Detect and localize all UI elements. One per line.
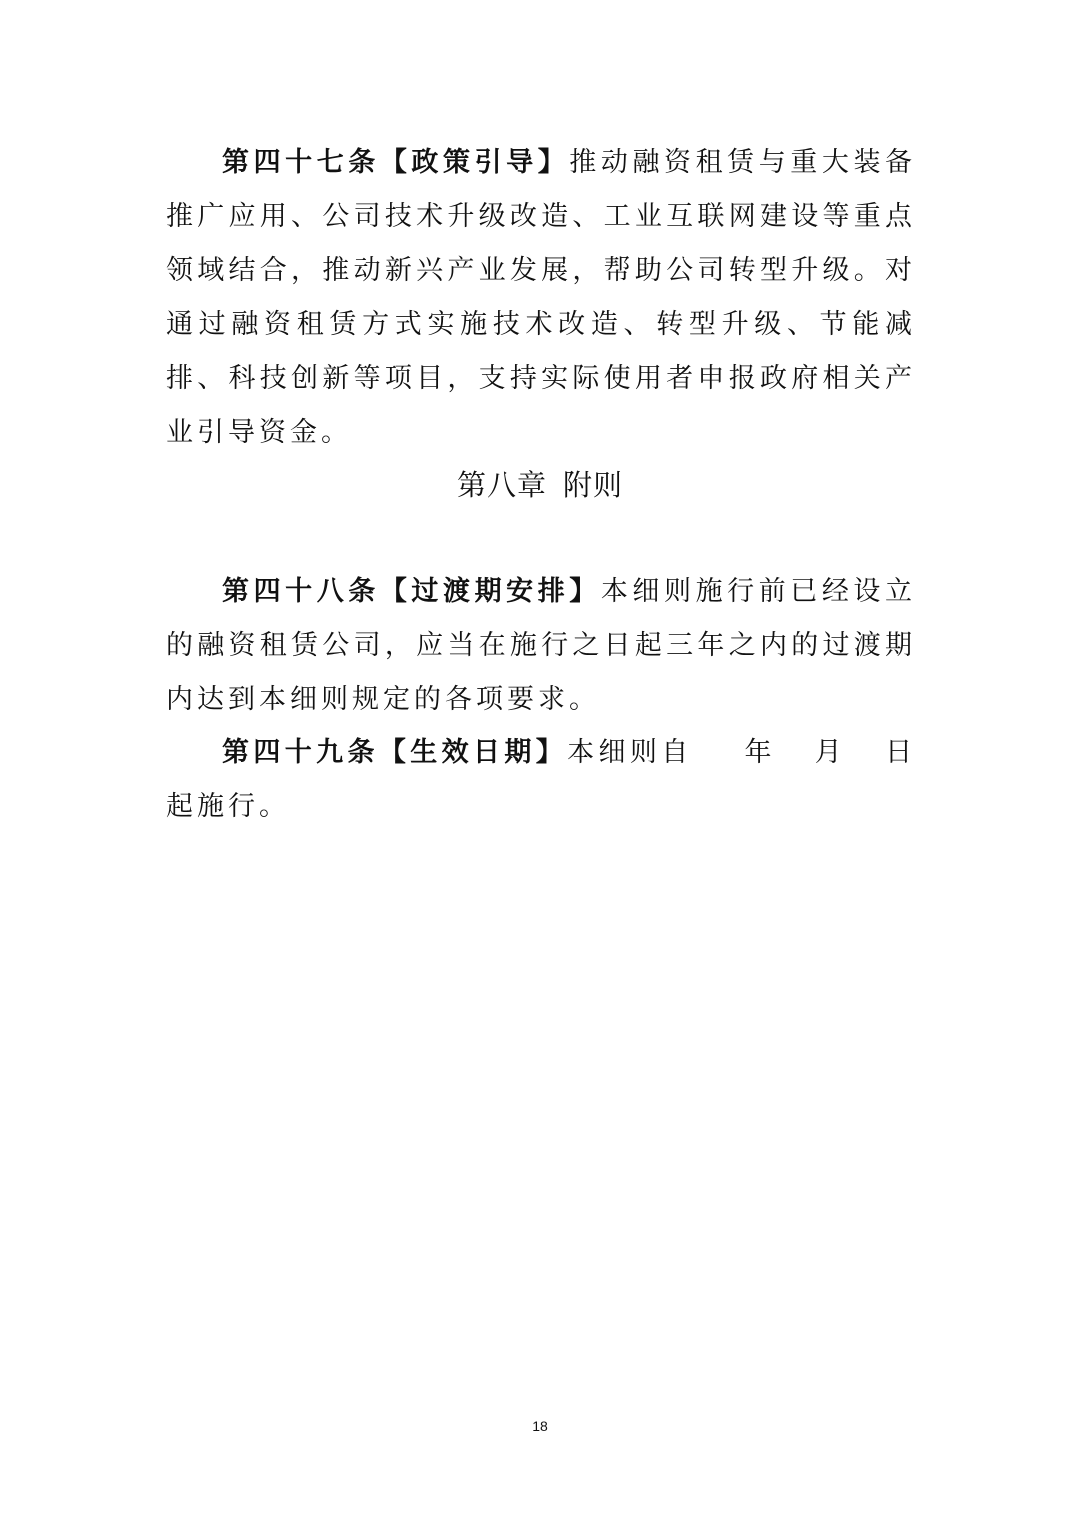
chapter-title	[0, 460, 1080, 510]
article-49-day: 日起施行。	[166, 737, 917, 822]
article-49	[166, 726, 916, 834]
article-48-heading: 第四十八条【过渡期安排】	[222, 576, 601, 607]
article-49-year: 年	[744, 737, 776, 768]
chapter-number: 第八章	[456, 468, 547, 502]
article-49-heading: 第四十九条【生效日期】	[222, 737, 568, 768]
chapter-name: 附则	[563, 468, 624, 502]
page-number: 18	[532, 1418, 548, 1434]
article-47-body: 推动融资租赁与重大装备推广应用、公司技术升级改造、工业互联网建设等重点领域结合，推动新兴产业发展，帮助公司转型升级。对通过融资租赁方式实施技术改造、转型升级、节能减排、科技创新等项目，支持实际使用者申报政府相关产业引导资金。	[166, 147, 917, 448]
article-49-body-start: 本细则自	[567, 737, 693, 768]
article-48	[166, 565, 916, 727]
article-49-month: 月	[814, 737, 847, 768]
article-48-body: 本细则施行前已经设立的融资租赁公司，应当在施行之日起三年之内的过渡期内达到本细则规定的各项要求。	[166, 576, 917, 715]
article-47	[166, 136, 916, 460]
article-47-heading: 第四十七条【政策引导】	[222, 147, 570, 178]
